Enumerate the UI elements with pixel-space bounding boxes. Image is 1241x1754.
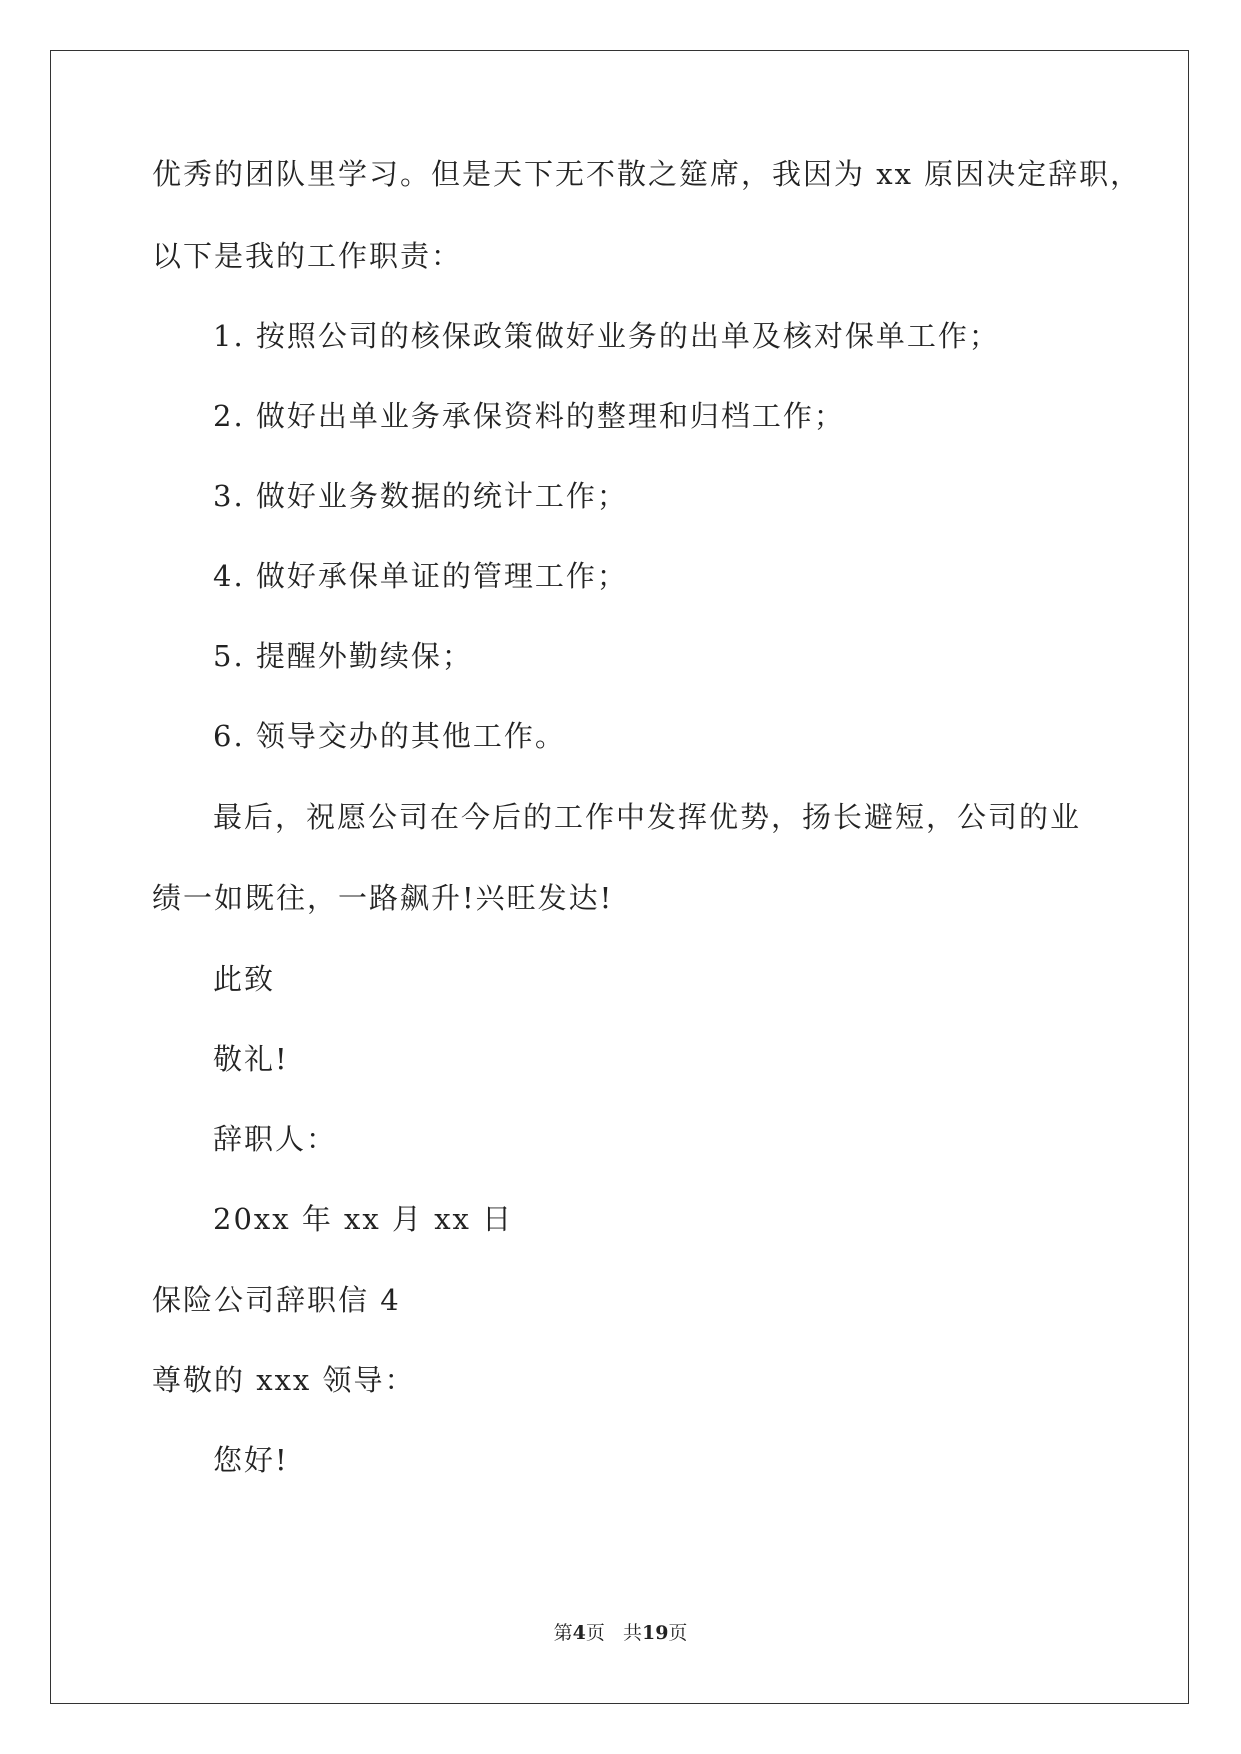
footer-page-suffix: 页 [585, 1622, 605, 1644]
footer-total-prefix: 共 [622, 1622, 642, 1644]
closing-line: 此致 [213, 962, 276, 996]
list-item: 4. 做好承保单证的管理工作； [213, 559, 628, 593]
list-item: 6. 领导交办的其他工作。 [213, 719, 566, 753]
body-line: 以下是我的工作职责： [152, 239, 463, 273]
footer-total-suffix: 页 [668, 1622, 688, 1644]
list-item: 2. 做好出单业务承保资料的整理和归档工作； [213, 399, 845, 433]
date-line: 20xx 年 xx 月 xx 日 [213, 1202, 514, 1236]
signature-line: 辞职人： [213, 1122, 338, 1156]
body-line: 优秀的团队里学习。但是天下无不散之筵席，我因为 xx 原因决定辞职， [152, 157, 1142, 191]
section-title: 保险公司辞职信 4 [152, 1283, 401, 1317]
salutation: 尊敬的 xxx 领导： [152, 1363, 416, 1397]
closing-line: 敬礼! [213, 1042, 289, 1076]
footer-total-pages: 19 [641, 1622, 669, 1644]
footer-prefix: 第 [553, 1622, 573, 1644]
list-item: 5. 提醒外勤续保； [213, 639, 473, 673]
footer-page-number: 4 [572, 1622, 586, 1644]
body-line: 最后，祝愿公司在今后的工作中发挥优势，扬长避短，公司的业 [213, 800, 1082, 834]
list-item: 3. 做好业务数据的统计工作； [213, 479, 628, 513]
greeting: 您好! [213, 1443, 289, 1477]
list-item: 1. 按照公司的核保政策做好业务的出单及核对保单工作； [213, 319, 1000, 353]
body-line: 绩一如既往，一路飙升!兴旺发达! [152, 881, 614, 915]
page-footer [0, 1618, 1241, 1645]
